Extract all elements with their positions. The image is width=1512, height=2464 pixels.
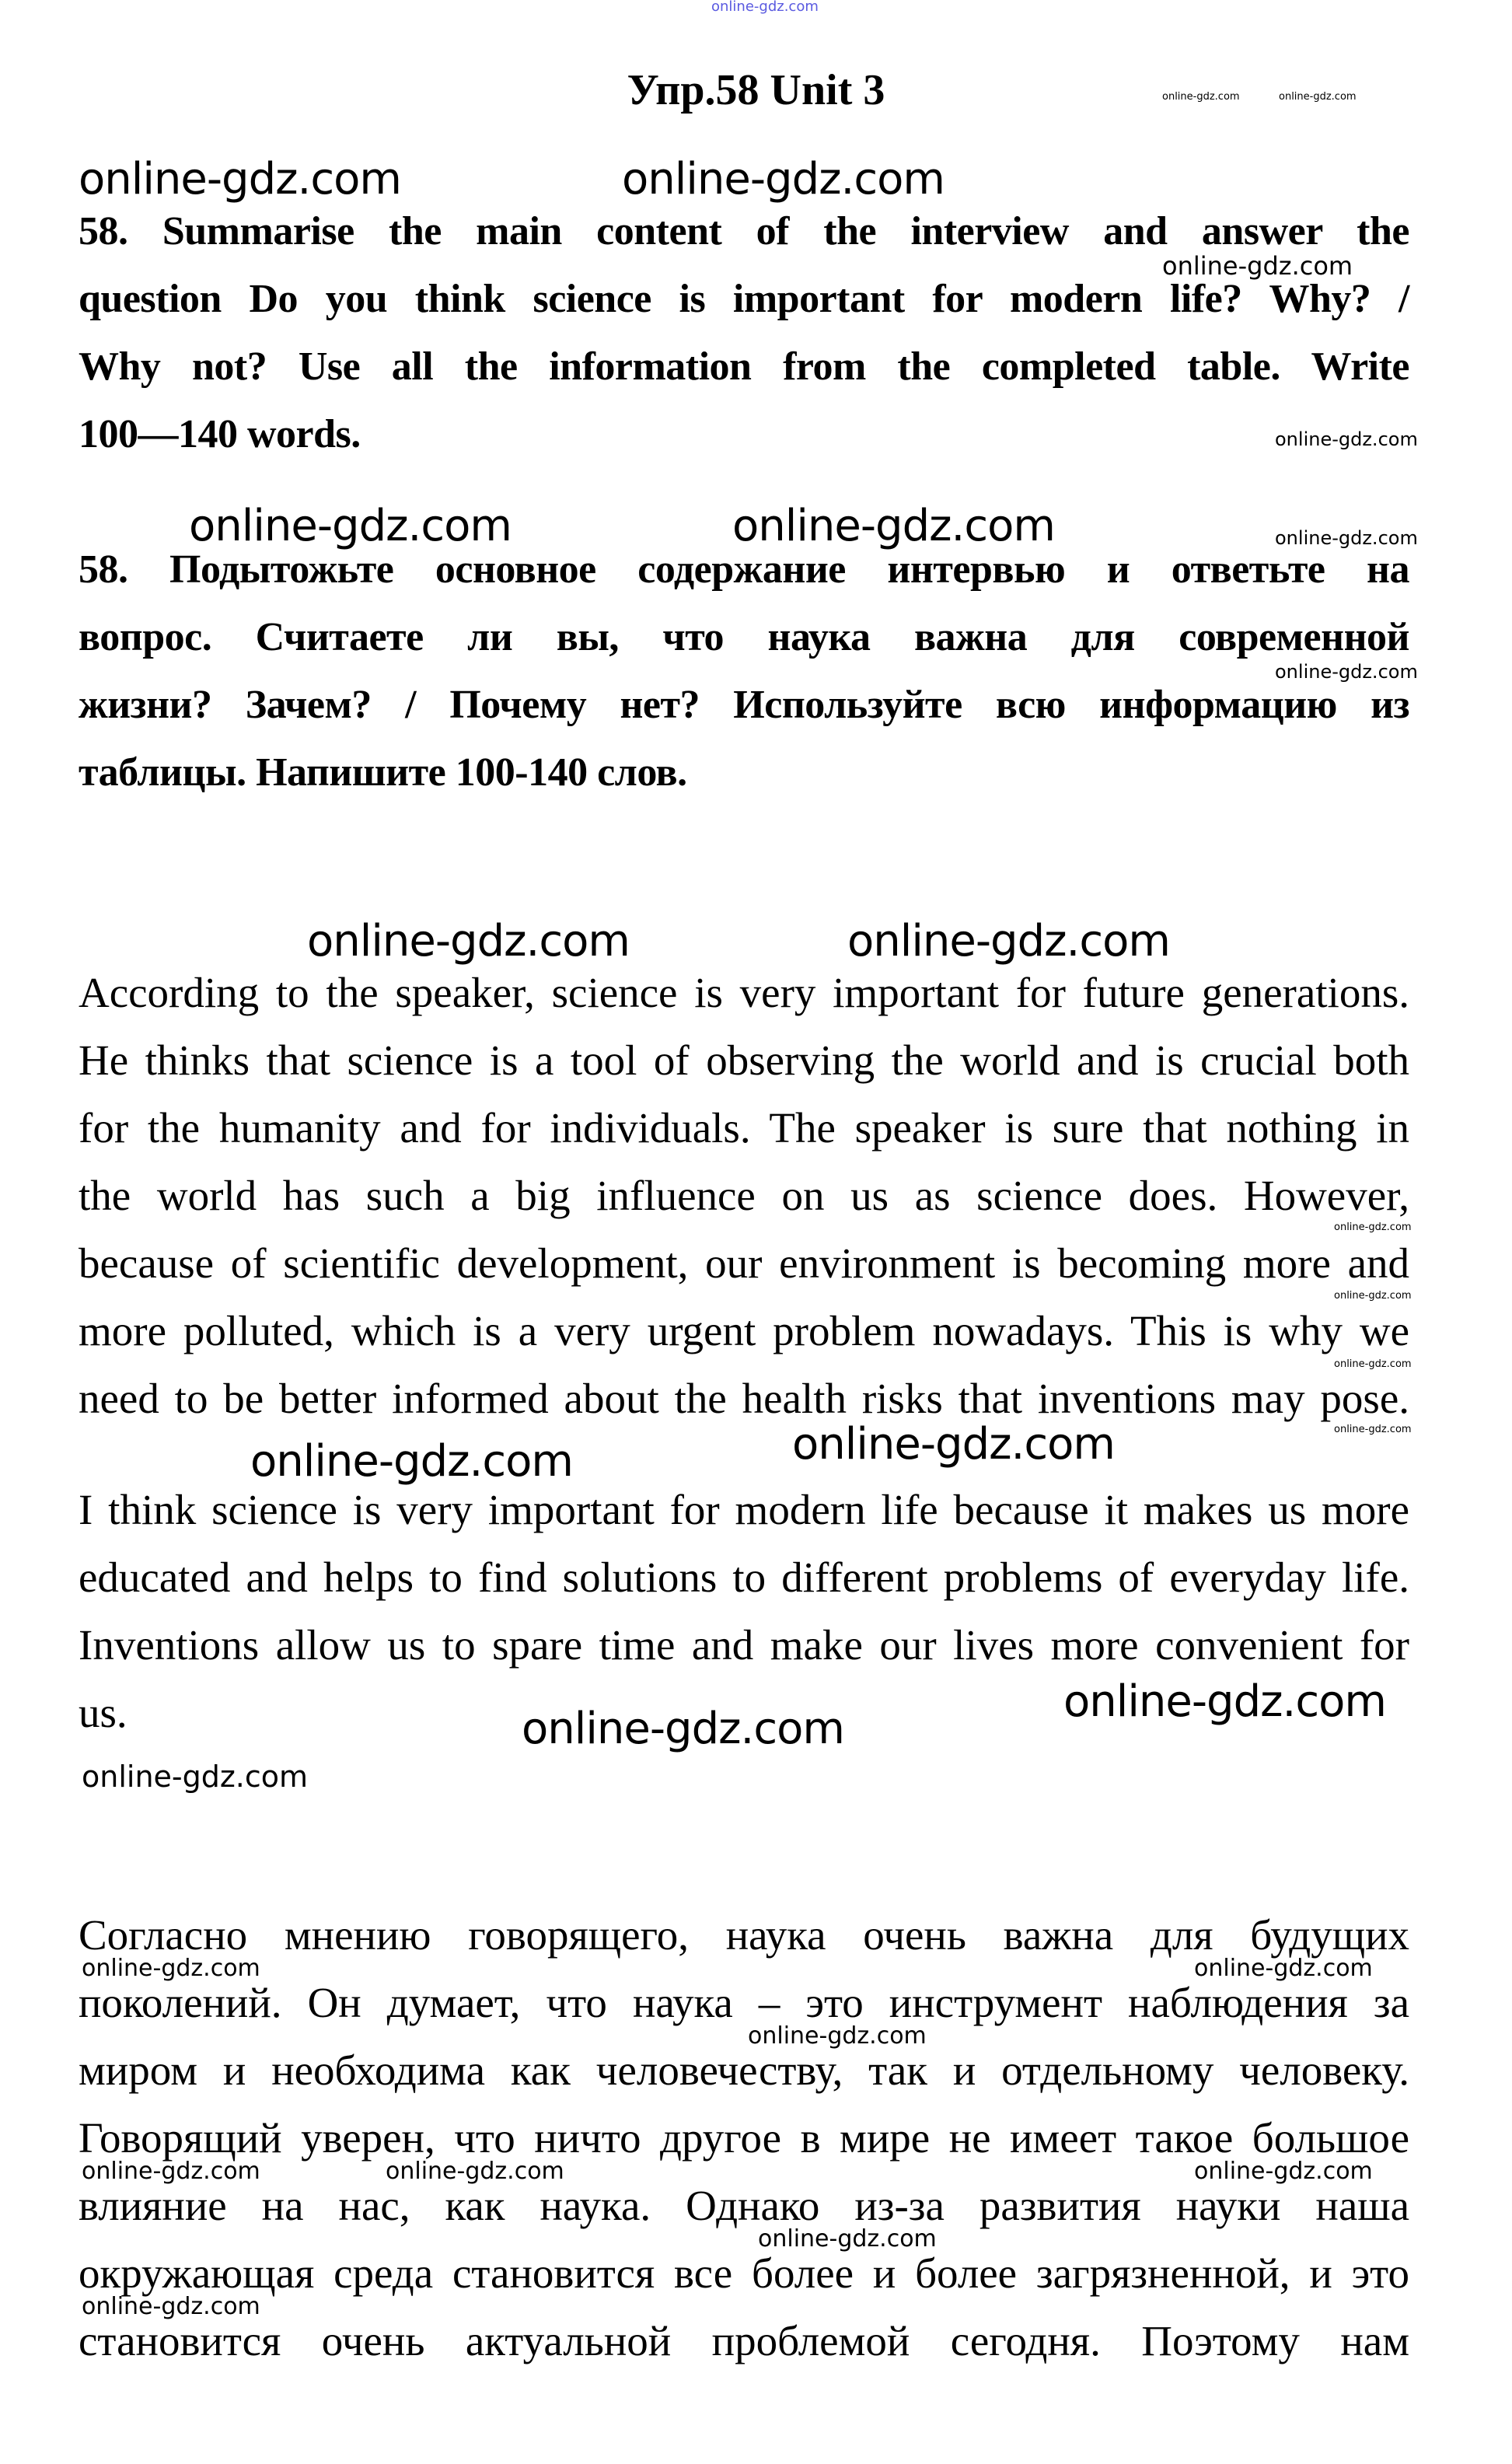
watermark: online-gdz.com	[1334, 1222, 1412, 1233]
watermark: online-gdz.com	[307, 916, 630, 966]
page-title: Упр.58 Unit 3	[627, 66, 885, 114]
answer-en-line: need to be better informed about the health risks that inventions may pose.	[79, 1375, 1409, 1422]
answer-ru-line: поколений. Он думает, что наука – это инструмент наблюдения за	[79, 1979, 1409, 2026]
watermark: online-gdz.com	[1275, 428, 1418, 450]
watermark: online-gdz.com	[1194, 1955, 1373, 1982]
answer-en-line: According to the speaker, science is very important for future generations.	[79, 969, 1409, 1016]
task-ru-line: вопрос. Считаете ли вы, что наука важна для современной	[79, 615, 1409, 659]
watermark: online-gdz.com	[1334, 1290, 1412, 1302]
watermark: online-gdz.com	[189, 501, 512, 551]
watermark: online-gdz.com	[1162, 251, 1353, 281]
watermark: online-gdz.com	[1334, 1358, 1412, 1370]
watermark: online-gdz.com	[1063, 1676, 1386, 1727]
watermark: online-gdz.com	[250, 1436, 573, 1487]
answer-en-line: He thinks that science is a tool of observing the world and is crucial both	[79, 1036, 1409, 1084]
task-en-line: question Do you think science is important for modern life? Why? /	[79, 277, 1409, 321]
watermark: online-gdz.com	[82, 2293, 260, 2320]
answer-en-line: us.	[79, 1689, 127, 1736]
watermark: online-gdz.com	[1275, 527, 1418, 549]
watermark: online-gdz.com	[82, 2158, 260, 2185]
watermark: online-gdz.com	[732, 501, 1055, 551]
watermark: online-gdz.com	[1275, 661, 1418, 683]
watermark: online-gdz.com	[711, 0, 819, 15]
watermark: online-gdz.com	[1279, 91, 1357, 103]
task-ru-line: жизни? Зачем? / Почему нет? Используйте всю информацию из	[79, 683, 1409, 727]
watermark: online-gdz.com	[522, 1704, 844, 1754]
answer-en-line: because of scientific development, our environment is becoming more and	[79, 1239, 1409, 1287]
task-en-line: 58. Summarise the main content of the interview and answer the	[79, 209, 1409, 253]
watermark: online-gdz.com	[82, 1955, 260, 1982]
watermark: online-gdz.com	[758, 2225, 937, 2253]
watermark: online-gdz.com	[748, 2022, 927, 2050]
answer-en-line: for the humanity and for individuals. The speaker is sure that nothing in	[79, 1104, 1409, 1152]
answer-en-line: Inventions allow us to spare time and make our lives more convenient for	[79, 1621, 1409, 1669]
watermark: online-gdz.com	[79, 154, 401, 204]
answer-ru-line: Согласно мнению говорящего, наука очень важна для будущих	[79, 1911, 1409, 1959]
answer-en-line: educated and helps to find solutions to different problems of everyday life.	[79, 1554, 1409, 1601]
task-en-line: 100—140 words.	[79, 412, 361, 456]
watermark: online-gdz.com	[82, 1760, 309, 1794]
watermark: online-gdz.com	[1334, 1424, 1412, 1435]
answer-ru-line: Говорящий уверен, что ничто другое в мире не имеет такое большое	[79, 2114, 1409, 2162]
answer-ru-line: становится очень актуальной проблемой сегодня. Поэтому нам	[79, 2317, 1409, 2364]
watermark: online-gdz.com	[847, 916, 1170, 966]
task-ru-line: 58. Подытожьте основное содержание интервью и ответьте на	[79, 547, 1409, 592]
answer-en-line: I think science is very important for modern life because it makes us more	[79, 1486, 1409, 1533]
watermark: online-gdz.com	[622, 154, 945, 204]
watermark: online-gdz.com	[386, 2158, 564, 2185]
answer-ru-line: миром и необходима как человечеству, так и отдельному человеку.	[79, 2046, 1409, 2094]
watermark: online-gdz.com	[1162, 91, 1240, 103]
answer-ru-line: окружающая среда становится все более и более загрязненной, и это	[79, 2249, 1409, 2297]
answer-en-line: the world has such a big influence on us as science does. However,	[79, 1172, 1409, 1219]
watermark: online-gdz.com	[792, 1419, 1115, 1470]
answer-ru-line: влияние на нас, как наука. Однако из-за развития науки наша	[79, 2182, 1409, 2229]
task-ru-line: таблицы. Напишите 100-140 слов.	[79, 750, 687, 795]
watermark: online-gdz.com	[1194, 2158, 1373, 2185]
task-en-line: Why not? Use all the information from the completed table. Write	[79, 344, 1409, 389]
answer-en-line: more polluted, which is a very urgent problem nowadays. This is why we	[79, 1307, 1409, 1354]
